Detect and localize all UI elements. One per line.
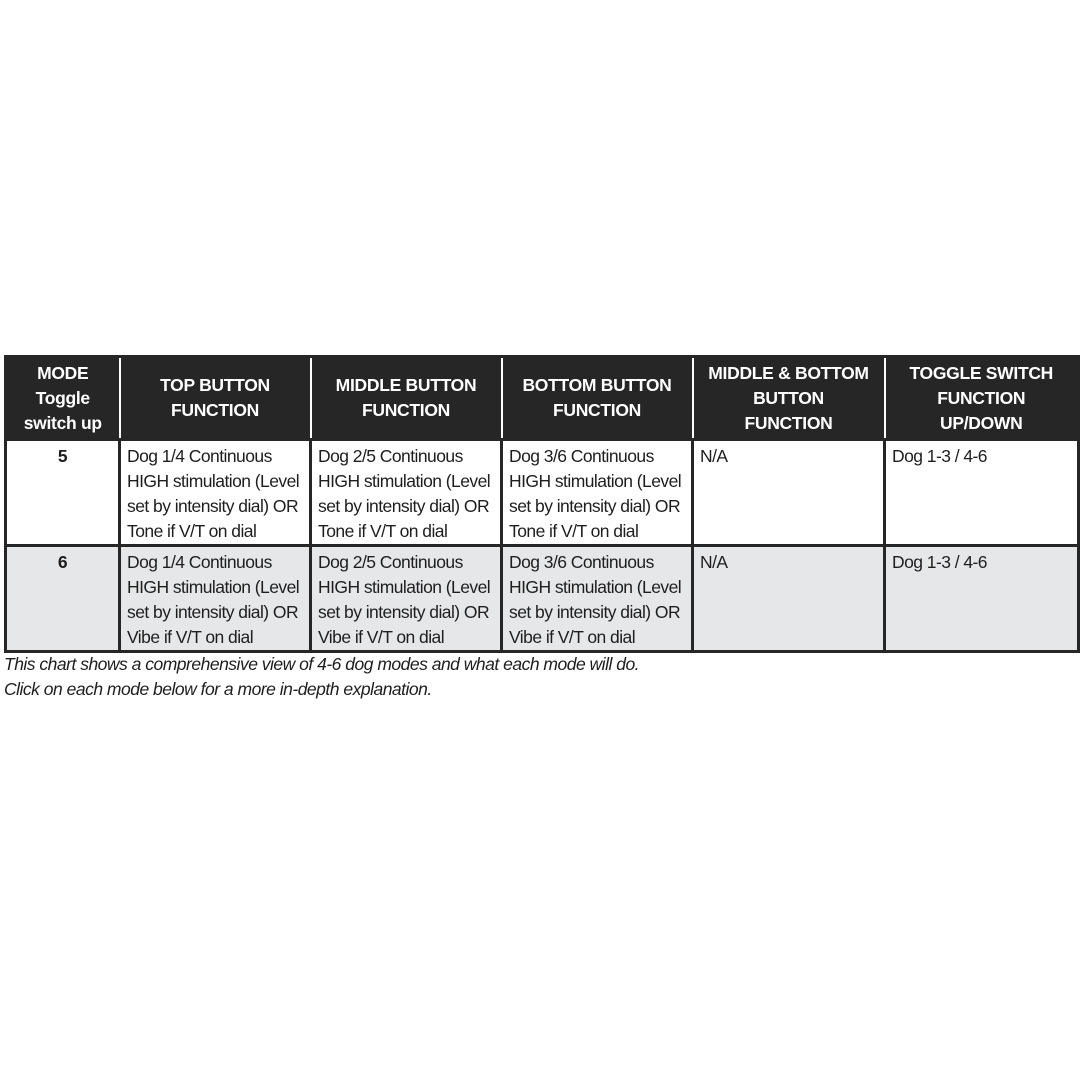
bottom-button-cell: Dog 3/6 Continuous HIGH stimulation (Level set by intensity dial) OR Vibe if V/T on dial xyxy=(502,546,693,652)
chart-caption xyxy=(4,652,1074,702)
middle-bottom-button-cell: N/A xyxy=(693,440,885,546)
header-middle-bottom-button: MIDDLE & BOTTOM BUTTON FUNCTION xyxy=(693,357,885,440)
middle-button-cell: Dog 2/5 Continuous HIGH stimulation (Level set by intensity dial) OR Tone if V/T on dial xyxy=(311,440,502,546)
header-middle-button: MIDDLE BUTTON FUNCTION xyxy=(311,357,502,440)
toggle-switch-cell: Dog 1-3 / 4-6 xyxy=(885,546,1079,652)
modes-table xyxy=(4,355,1080,653)
toggle-switch-cell: Dog 1-3 / 4-6 xyxy=(885,440,1079,546)
mode-cell[interactable]: 5 xyxy=(6,440,120,546)
table-row-mode-5[interactable] xyxy=(6,440,1079,546)
caption-line-1: This chart shows a comprehensive view of 4-6 dog modes and what each mode will do. xyxy=(4,654,640,674)
mode-cell[interactable]: 6 xyxy=(6,546,120,652)
middle-button-cell: Dog 2/5 Continuous HIGH stimulation (Level set by intensity dial) OR Vibe if V/T on dial xyxy=(311,546,502,652)
header-toggle-switch: TOGGLE SWITCH FUNCTION UP/DOWN xyxy=(885,357,1079,440)
header-row xyxy=(6,357,1079,440)
header-top-button: TOP BUTTON FUNCTION xyxy=(120,357,311,440)
table-row-mode-6[interactable] xyxy=(6,546,1079,652)
caption-line-2: Click on each mode below for a more in-depth explanation. xyxy=(4,679,432,699)
top-button-cell: Dog 1/4 Continuous HIGH stimulation (Level set by intensity dial) OR Vibe if V/T on dial xyxy=(120,546,311,652)
modes-chart xyxy=(4,355,1077,653)
bottom-button-cell: Dog 3/6 Continuous HIGH stimulation (Level set by intensity dial) OR Tone if V/T on dial xyxy=(502,440,693,546)
header-mode: MODE Toggle switch up xyxy=(6,357,120,440)
header-bottom-button: BOTTOM BUTTON FUNCTION xyxy=(502,357,693,440)
top-button-cell: Dog 1/4 Continuous HIGH stimulation (Level set by intensity dial) OR Tone if V/T on dial xyxy=(120,440,311,546)
middle-bottom-button-cell: N/A xyxy=(693,546,885,652)
